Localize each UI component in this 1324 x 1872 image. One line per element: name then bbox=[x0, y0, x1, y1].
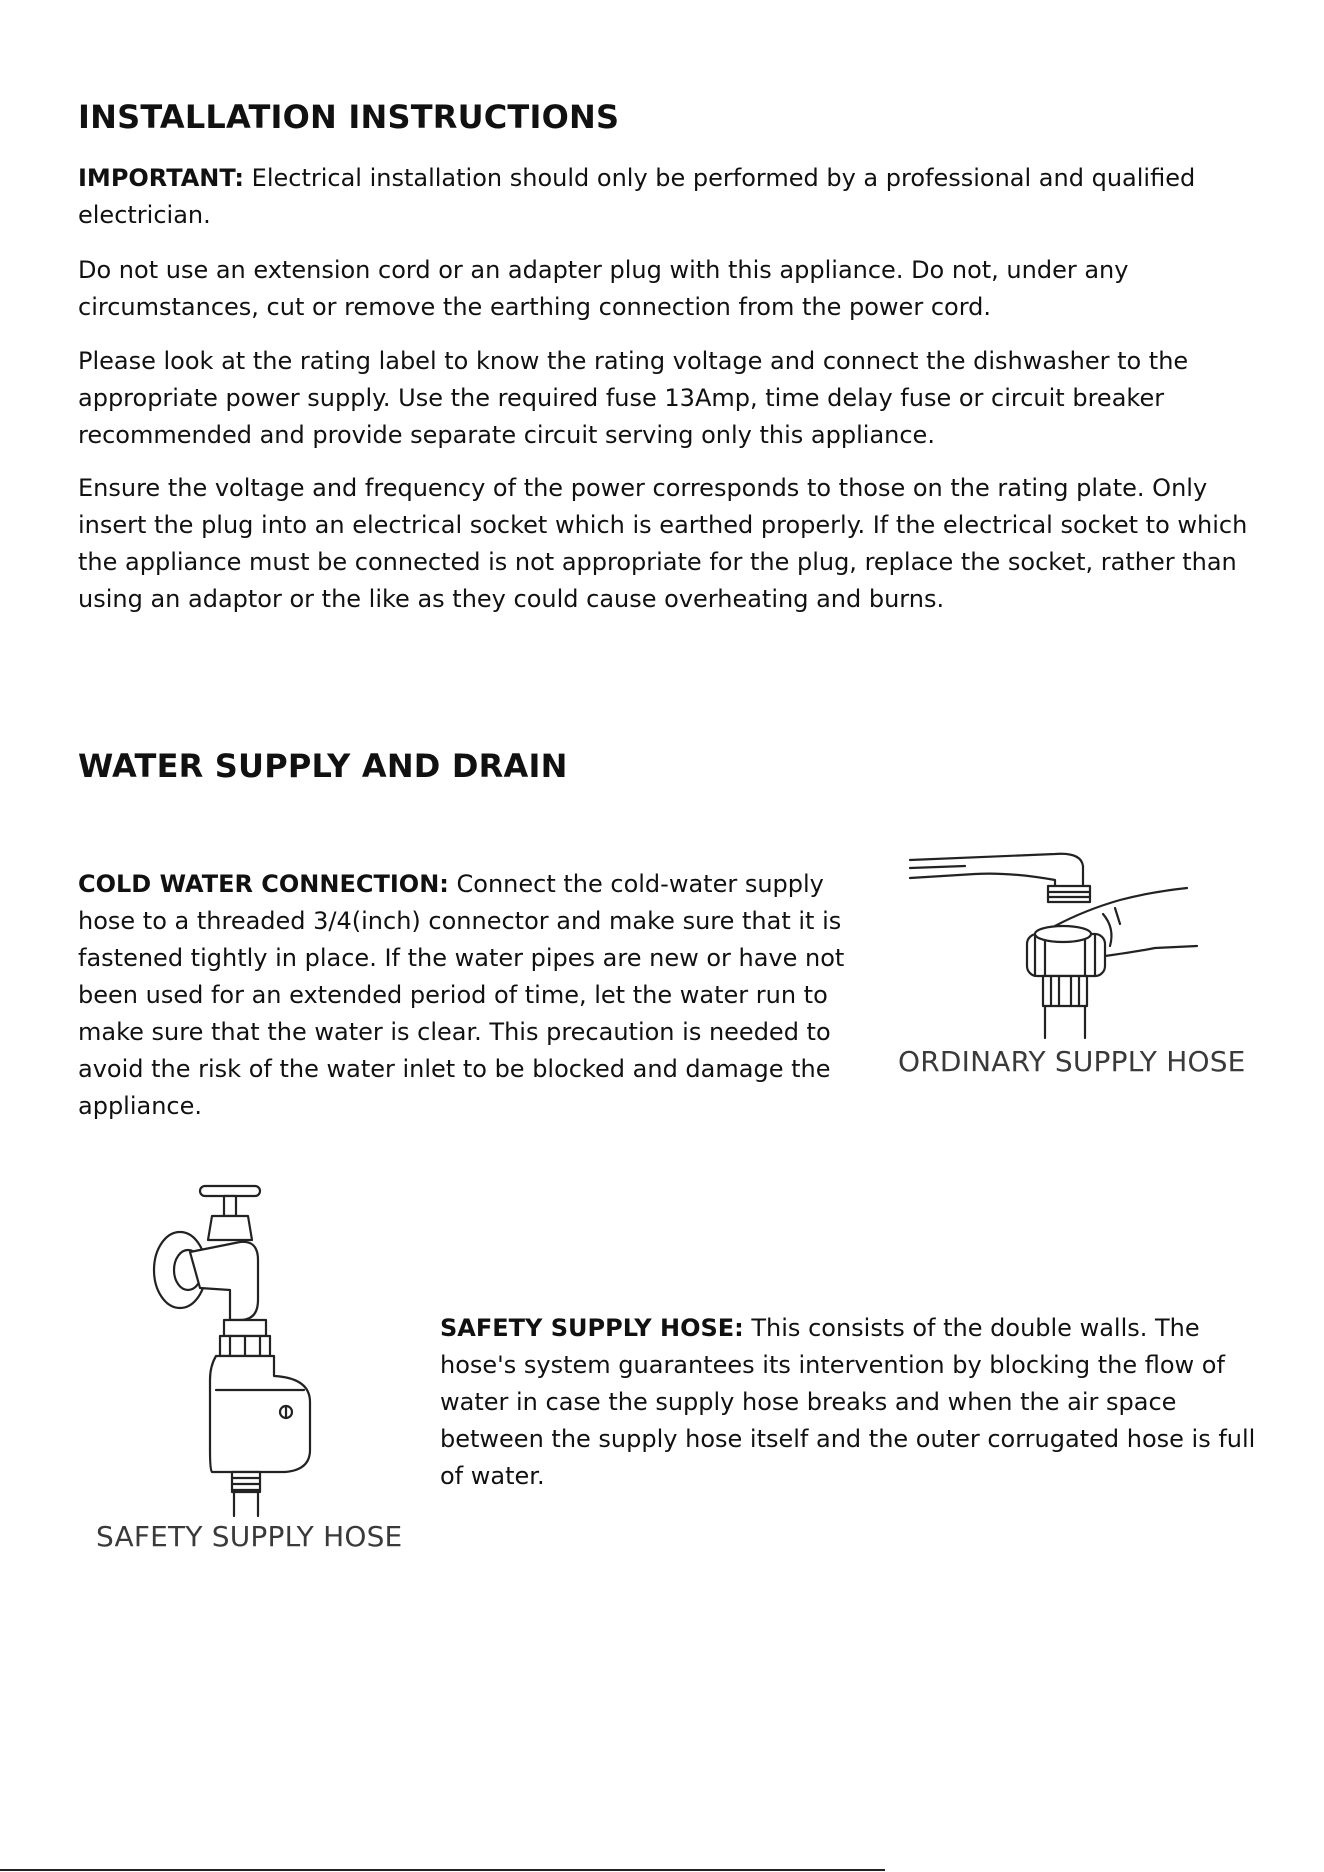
voltage-frequency-paragraph: Ensure the voltage and frequency of the power corresponds to those on the rating plate. Only insert the plug into an electrical socket which is earthed properly. If the electrical socket to which the appliance must be connected is not appropriate for the plug, replace the socket, rather than using an adaptor or the like as they could cause overheating and burns. bbox=[78, 474, 1248, 613]
safety-supply-hose-text: This consists of the double walls. The hose's system guarantees its intervention by blocking the flow of water in case the supply hose breaks and when the air space between the supply hose itself and the outer corrugated hose is full of water. bbox=[440, 1314, 1256, 1490]
important-text: Electrical installation should only be performed by a professional and qualified electrician. bbox=[78, 164, 1196, 229]
important-lead: IMPORTANT: bbox=[78, 164, 245, 192]
cold-water-paragraph bbox=[78, 866, 848, 1125]
important-paragraph bbox=[78, 160, 1248, 234]
cold-water-lead: COLD WATER CONNECTION: bbox=[78, 870, 449, 898]
ordinary-supply-hose-illustration bbox=[905, 848, 1225, 1038]
rating-label-paragraph: Please look at the rating label to know the rating voltage and connect the dishwasher to the appropriate power supply. Use the required fuse 13Amp, time delay fuse or circuit breaker recommended and provide separate circuit serving only this appliance. bbox=[78, 347, 1189, 449]
ordinary-supply-hose-caption: ORDINARY SUPPLY HOSE bbox=[898, 1045, 1246, 1078]
safety-supply-hose-paragraph bbox=[440, 1310, 1270, 1495]
extension-cord-paragraph: Do not use an extension cord or an adapter plug with this appliance. Do not, under any circumstances, cut or remove the earthing connection from the power cord. bbox=[78, 256, 1129, 321]
installation-heading: INSTALLATION INSTRUCTIONS bbox=[78, 98, 620, 136]
cold-water-text: Connect the cold-water supply hose to a threaded 3/4(inch) connector and make sure that it is fastened tightly in place. If the water pipes are new or have not been used for an extended period of time, let the water run to make sure that the water is clear. This precaution is needed to avoid the risk of the water inlet to be blocked and damage the appliance. bbox=[78, 870, 845, 1120]
safety-supply-hose-illustration bbox=[140, 1180, 330, 1520]
safety-supply-hose-lead: SAFETY SUPPLY HOSE: bbox=[440, 1314, 744, 1342]
water-supply-heading: WATER SUPPLY AND DRAIN bbox=[78, 747, 568, 785]
footer-rule bbox=[0, 1869, 885, 1871]
safety-supply-hose-caption: SAFETY SUPPLY HOSE bbox=[96, 1520, 403, 1553]
